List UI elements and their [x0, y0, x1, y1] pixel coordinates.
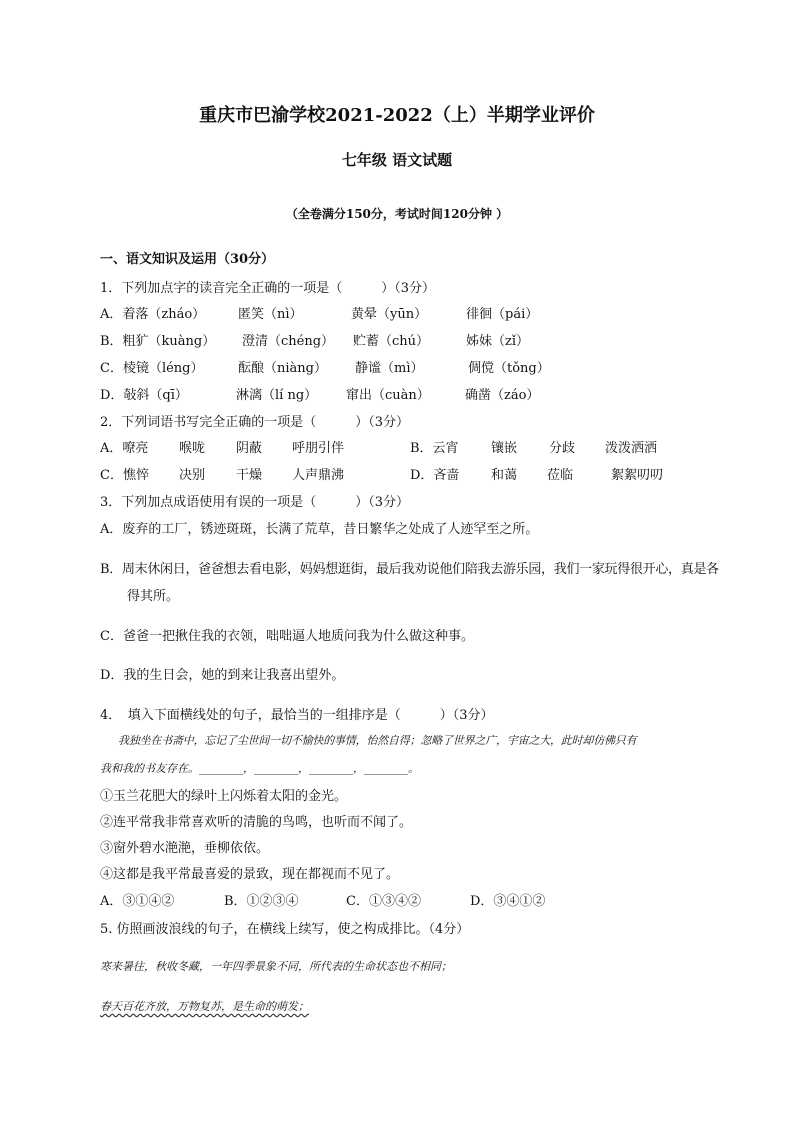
q2-option-cell: 莅临: [547, 468, 574, 483]
q2-option-cell: 分歧: [549, 441, 576, 456]
q1-option-cell: 确凿（záo）: [465, 388, 540, 403]
q2-option-cell: 决别: [179, 468, 206, 483]
q1-option-cell: A．着落（zháo）: [100, 307, 206, 322]
q3-option-d: D．我的生日会，她的到来让我喜出望外。: [100, 668, 345, 683]
q2-option-cell: 镶嵌: [491, 441, 518, 456]
q1-option-cell: C．棱镜（léng）: [100, 361, 204, 376]
q4-option: A．③①④②: [100, 894, 175, 909]
q4-sentence: ③窗外碧水滟滟，垂柳依依。: [100, 841, 270, 856]
q1-row: [100, 330, 720, 350]
q3-option-b-line1: B．周末休闲日，爸爸想去看电影，妈妈想逛街，最后我劝说他们陪我去游乐园，我们一家玩得很开心，真是各: [100, 562, 719, 577]
q2-row: [100, 437, 720, 457]
q5-example: 春天百花齐放，万物复苏，是生命的萌发；: [100, 1000, 309, 1013]
q3-option-b-line2: 得其所。: [127, 589, 180, 604]
q4-sentence: ④这都是我平常最喜爱的景致，现在都视而不见了。: [100, 867, 400, 882]
q4-sentence: ①玉兰花肥大的绿叶上闪烁着太阳的金光。: [100, 789, 348, 804]
q2-option-cell: 阴蔽: [236, 441, 263, 456]
q3-option-c: C．爸爸一把揪住我的衣领，咄咄逼人地质问我为什么做这种事。: [100, 629, 474, 644]
q4-options: [100, 890, 720, 910]
q2-option-cell: B．云宵: [410, 441, 459, 456]
q1-option-cell: 匿笑（nì）: [238, 307, 303, 322]
q5-stem: 5. 仿照画波浪线的句子，在横线上续写，使之构成排比。（4分）: [100, 922, 470, 937]
q2-option-cell: 絮絮叨叨: [611, 468, 664, 483]
q4-sentence: ②连平常我非常喜欢听的清脆的鸟鸣，也听而不闻了。: [100, 815, 413, 830]
q5-intro: 寒来暑往，秋收冬藏，一年四季景象不同，所代表的生命状态也不相同；: [100, 960, 452, 973]
q3-stem: 3．下列加点成语使用有误的一项是（ ）（3分）: [100, 495, 410, 510]
q2-option-cell: 泼泼洒洒: [605, 441, 658, 456]
q1-row: [100, 357, 720, 377]
q1-row: [100, 303, 720, 323]
q2-option-cell: 呼朋引伴: [292, 441, 345, 456]
q1-option-cell: 窜出（cuàn）: [346, 388, 430, 403]
q2-stem: 2．下列词语书写完全正确的一项是（ ）（3分）: [100, 415, 410, 430]
q4-stem: 4． 填入下面横线处的句子，最恰当的一组排序是（ ）（3分）: [100, 708, 494, 723]
q1-option-cell: 倜傥（tǒng）: [468, 361, 550, 376]
q2-option-cell: A．嘹亮: [100, 441, 149, 456]
q1-option-cell: 徘徊（pái）: [466, 307, 539, 322]
q1-option-cell: 澄清（chéng）: [242, 334, 335, 349]
q1-option-cell: D．敧斜（qī）: [100, 388, 188, 403]
q1-option-cell: 淋漓（lí ng）: [236, 388, 318, 403]
exam-title: 重庆市巴渝学校2021-2022（上）半期学业评价: [199, 105, 595, 126]
exam-subtitle: 七年级 语文试题: [341, 151, 453, 169]
q1-option-cell: 黄晕（yūn）: [351, 307, 428, 322]
q1-option-cell: 酝酿（niàng）: [238, 361, 327, 376]
q2-option-cell: C．憔悴: [100, 468, 149, 483]
q2-option-cell: 干燥: [236, 468, 263, 483]
q4-option: B．①②③④: [224, 894, 299, 909]
exam-note: （全卷满分150分，考试时间120分钟 ）: [285, 207, 509, 221]
q3-option-a: A．废弃的工厂，锈迹斑斑，长满了荒草，昔日繁华之处成了人迹罕至之所。: [100, 522, 539, 537]
q2-option-cell: 和蔼: [491, 468, 518, 483]
q1-option-cell: 姊妹（zǐ）: [466, 334, 530, 349]
q4-passage-line2: 我和我的书友存在。________，________，________，________。: [100, 762, 419, 775]
q1-stem: 1．下列加点字的读音完全正确的一项是（ ）（3分）: [100, 281, 436, 296]
section-heading: 一、语文知识及运用（30分）: [100, 252, 275, 267]
q4-option: C．①③④②: [346, 894, 421, 909]
q2-option-cell: D．吝啬: [410, 468, 460, 483]
q4-passage-line1: 我独坐在书斋中，忘记了尘世间一切不愉快的事情，怡然自得；忽略了世界之广，宇宙之大，此时却仿佛只有: [118, 734, 637, 747]
q1-row: [100, 384, 720, 404]
q1-option-cell: 贮蓄（chú）: [353, 334, 430, 349]
q2-option-cell: 人声鼎沸: [292, 468, 345, 483]
q1-option-cell: 静谧（mì）: [355, 361, 424, 376]
q2-option-cell: 喉咙: [179, 441, 206, 456]
q4-option: D．③④①②: [470, 894, 546, 909]
q2-row: [100, 464, 720, 484]
q1-option-cell: B．粗犷（kuàng）: [100, 334, 216, 349]
